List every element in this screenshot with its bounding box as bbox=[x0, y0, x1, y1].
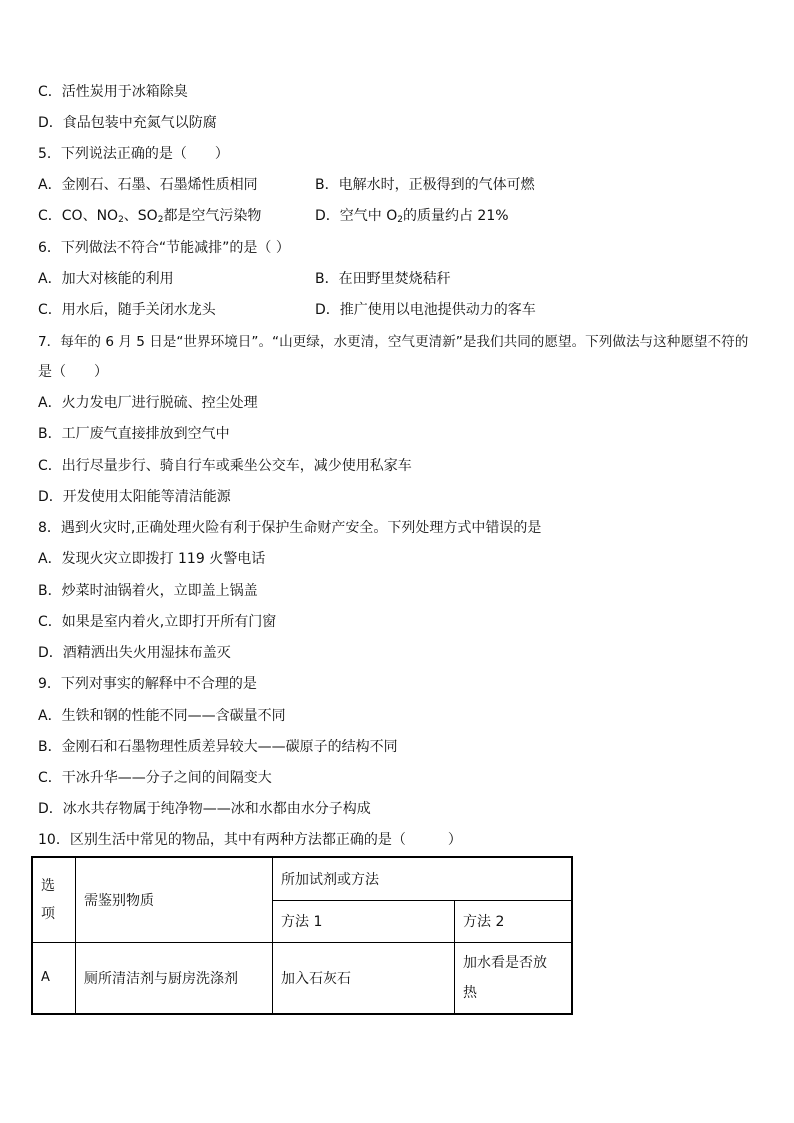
q5-c-pre: C．CO、NO bbox=[38, 208, 119, 224]
row-a-method2-line2: 热 bbox=[463, 984, 477, 1001]
header-option bbox=[32, 857, 76, 942]
row-a-method1: 加入石灰石 bbox=[273, 942, 455, 1014]
q8-option-b: B．炒菜时油锅着火，立即盖上锅盖 bbox=[38, 583, 258, 599]
q9-stem: 9．下列对事实的解释中不合理的是 bbox=[38, 676, 257, 692]
row-a-substance: 厕所清洁剂与厨房洗涤剂 bbox=[76, 942, 273, 1014]
q7-option-c: C．出行尽量步行、骑自行车或乘坐公交车，减少使用私家车 bbox=[38, 458, 412, 474]
row-a-method2-line1: 加水看是否放 bbox=[463, 954, 547, 971]
table-row bbox=[32, 942, 572, 1014]
q9-option-a: A．生铁和钢的性能不同——含碳量不同 bbox=[38, 708, 286, 724]
q5-c-mid: 、SO bbox=[123, 208, 158, 224]
header-method1: 方法 1 bbox=[273, 900, 455, 942]
q8-stem: 8．遇到火灾时,正确处理火险有利于保护生命财产安全。下列处理方式中错误的是 bbox=[38, 520, 542, 536]
q7-stem-line2: 是（ ） bbox=[38, 364, 108, 380]
header-reagent: 所加试剂或方法 bbox=[273, 857, 573, 900]
q7-stem-line1: 7．每年的 6 月 5 日是“世界环境日”。“山更绿，水更清，空气更清新”是我们共同的愿望。下列做法与这种愿望不符的 bbox=[38, 334, 749, 350]
q9-option-d: D．冰水共存物属于纯净物——冰和水都由水分子构成 bbox=[38, 801, 371, 817]
header-method2: 方法 2 bbox=[455, 900, 573, 942]
q10-stem: 10．区别生活中常见的物品，其中有两种方法都正确的是（ ） bbox=[38, 832, 462, 848]
q6-option-c: C．用水后，随手关闭水龙头 bbox=[38, 302, 216, 318]
q8-option-a: A．发现火灾立即拨打 119 火警电话 bbox=[38, 551, 266, 567]
q8-option-d: D．酒精洒出失火用湿抹布盖灭 bbox=[38, 645, 231, 661]
q5-stem: 5．下列说法正确的是（ ） bbox=[38, 146, 229, 162]
header-option-line2: 项 bbox=[41, 905, 55, 922]
q5-option-b: B．电解水时，正极得到的气体可燃 bbox=[315, 177, 535, 193]
q6-option-d: D．推广使用以电池提供动力的客车 bbox=[315, 302, 536, 318]
q6-option-a: A．加大对核能的利用 bbox=[38, 271, 174, 287]
q6-stem: 6．下列做法不符合“节能减排”的是（ ） bbox=[38, 240, 290, 256]
q8-option-c: C．如果是室内着火,立即打开所有门窗 bbox=[38, 614, 277, 630]
header-option-line1: 选 bbox=[41, 877, 55, 894]
q5-d-pre: D．空气中 O bbox=[315, 208, 398, 224]
row-a-option: A bbox=[32, 942, 76, 1014]
q9-option-b: B．金刚石和石墨物理性质差异较大——碳原子的结构不同 bbox=[38, 739, 398, 755]
option-d-prev: D．食品包装中充氮气以防腐 bbox=[38, 115, 217, 131]
q10-table bbox=[31, 856, 573, 1015]
q7-option-d: D．开发使用太阳能等清洁能源 bbox=[38, 489, 231, 505]
q5-c-post: 都是空气污染物 bbox=[163, 208, 262, 224]
q5-option-a: A．金刚石、石墨、石墨烯性质相同 bbox=[38, 177, 258, 193]
q5-d-sub: 2 bbox=[397, 215, 403, 225]
option-c-prev: C．活性炭用于冰箱除臭 bbox=[38, 84, 188, 100]
q9-option-c: C．干冰升华——分子之间的间隔变大 bbox=[38, 770, 272, 786]
q5-d-post: 的质量约占 21% bbox=[402, 208, 509, 224]
q5-option-d bbox=[315, 206, 509, 230]
header-substance: 需鉴别物质 bbox=[76, 857, 273, 942]
q5-c-sub2: 2 bbox=[157, 215, 164, 225]
q5-option-c bbox=[38, 206, 261, 230]
row-a-method2 bbox=[455, 942, 573, 1014]
q7-option-b: B．工厂废气直接排放到空气中 bbox=[38, 426, 230, 442]
q7-option-a: A．火力发电厂进行脱硫、控尘处理 bbox=[38, 395, 258, 411]
q5-c-sub1: 2 bbox=[118, 215, 124, 225]
q6-option-b: B．在田野里焚烧秸秆 bbox=[315, 271, 451, 287]
